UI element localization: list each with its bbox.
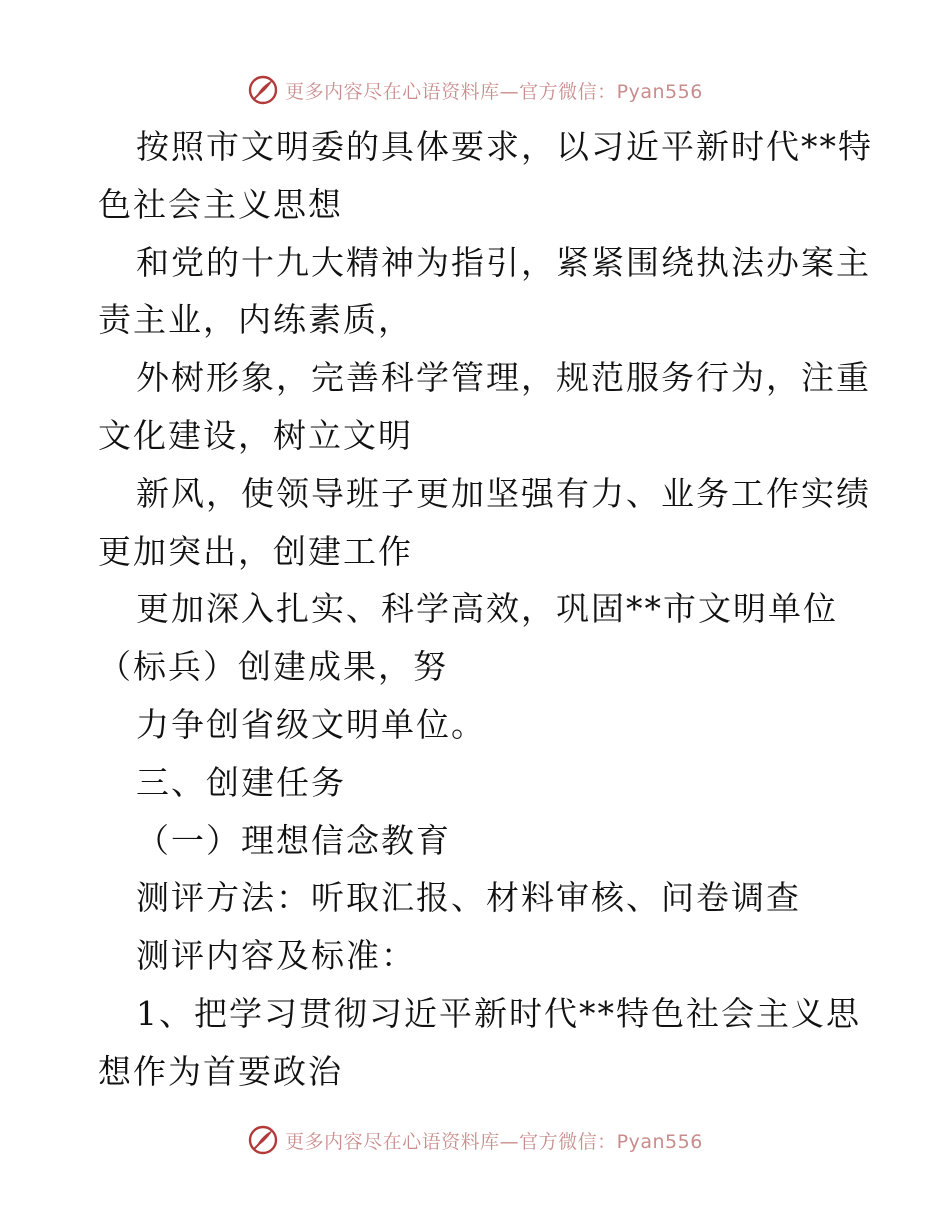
body-line: 力争创省级文明单位。 xyxy=(136,704,486,744)
body-line: 1、把学习贯彻习近平新时代**特色社会主义思 xyxy=(136,993,861,1033)
body-line: 外树形象，完善科学管理，规范服务行为，注重 xyxy=(136,358,871,398)
body-line: 和党的十九大精神为指引，紧紧围绕执法办案主 xyxy=(136,242,871,282)
feather-circle-logo-icon xyxy=(247,1124,279,1156)
body-line: 色社会主义思想 xyxy=(98,184,343,224)
watermark-group xyxy=(247,1124,703,1156)
feather-circle-logo-icon xyxy=(247,74,279,106)
watermark-text: 更多内容尽在心语资料库—官方微信：Pyan556 xyxy=(285,1130,703,1153)
body-line: 按照市文明委的具体要求，以习近平新时代**特 xyxy=(136,127,873,166)
body-line: 测评内容及标准： xyxy=(136,936,416,976)
subsection-heading: （一）理想信念教育 xyxy=(136,820,451,860)
body-line: 文化建设，树立文明 xyxy=(98,415,413,455)
section-heading: 三、创建任务 xyxy=(136,762,346,802)
body-line: 新风，使领导班子更加坚强有力、业务工作实绩 xyxy=(136,473,871,513)
watermark-text: 更多内容尽在心语资料库—官方微信：Pyan556 xyxy=(285,80,703,103)
body-line: 责主业，内练素质， xyxy=(98,300,413,340)
watermark-group xyxy=(247,74,703,106)
footer-watermark xyxy=(0,1122,950,1158)
body-line: 测评方法：听取汇报、材料审核、问卷调查 xyxy=(136,878,801,918)
document-body xyxy=(98,118,873,1101)
header-watermark xyxy=(0,72,950,108)
body-line: 更加突出，创建工作 xyxy=(98,531,413,571)
body-line: 更加深入扎实、科学高效，巩固**市文明单位 xyxy=(136,589,838,629)
body-line: 想作为首要政治 xyxy=(98,1051,343,1091)
body-line: （标兵）创建成果，努 xyxy=(98,647,448,687)
